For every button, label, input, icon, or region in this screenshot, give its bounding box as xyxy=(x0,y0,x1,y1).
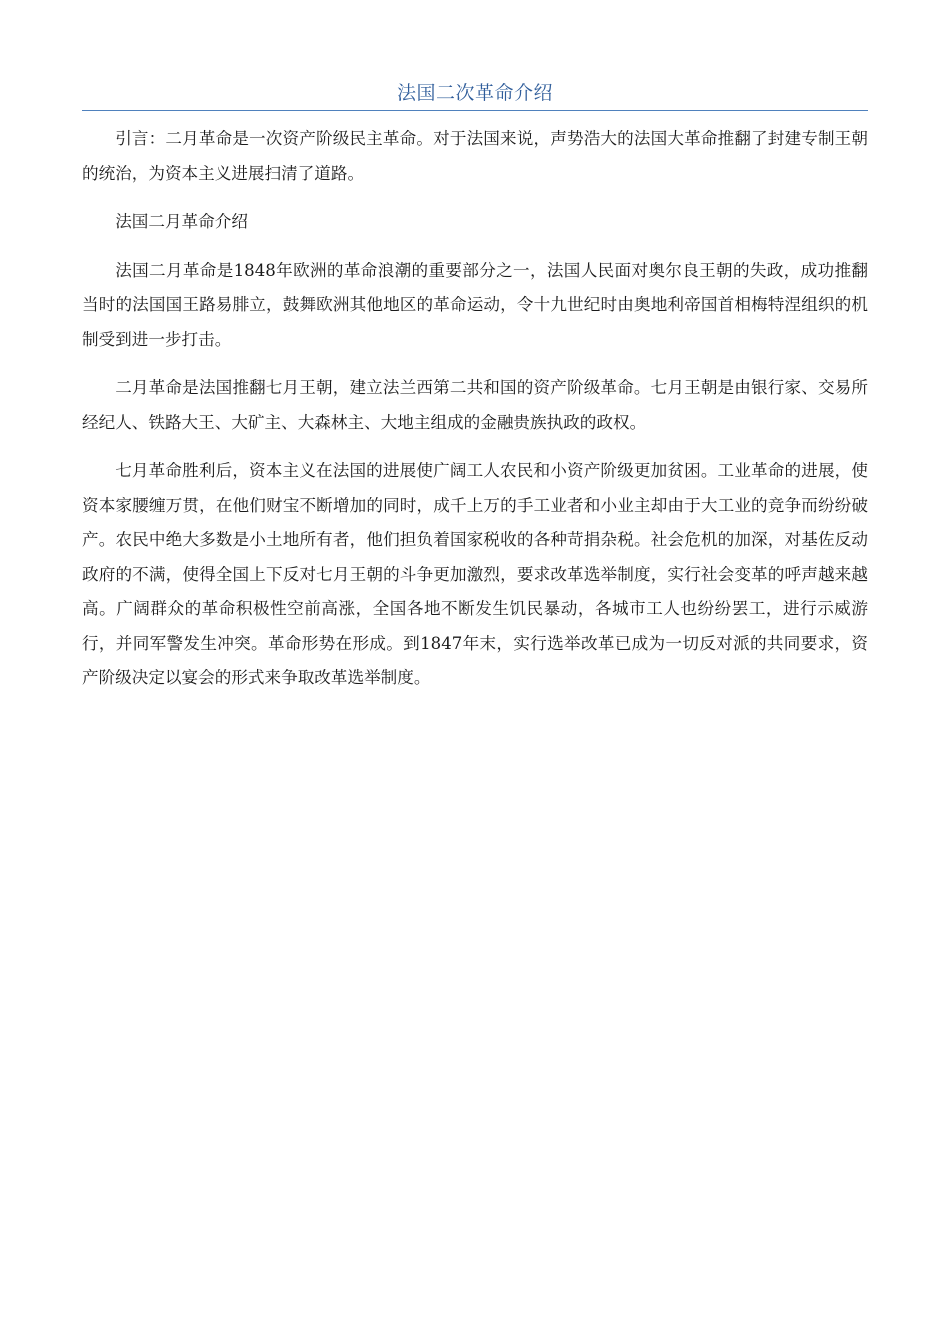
body-paragraph: 法国二月革命是1848年欧洲的革命浪潮的重要部分之一，法国人民面对奥尔良王朝的失政，成功推翻当时的法国国王路易腓立，鼓舞欧洲其他地区的革命运动，令十九世纪时由奥地利帝国首相梅特涅组织的机制受到进一步打击。 xyxy=(82,260,868,349)
body-paragraph: 七月革命胜利后，资本主义在法国的进展使广阔工人农民和小资产阶级更加贫困。工业革命的进展，使资本家腰缠万贯，在他们财宝不断增加的同时，成千上万的手工业者和小业主却由于大工业的竞争而纷纷破产。农民中绝大多数是小土地所有者，他们担负着国家税收的各种苛捐杂税。社会危机的加深，对基佐反动政府的不满，使得全国上下反对七月王朝的斗争更加激烈，要求改革选举制度，实行社会变革的呼声越来越高。广阔群众的革命积极性空前高涨，全国各地不断发生饥民暴动，各城市工人也纷纷罢工，进行示威游行，并同军警发生冲突。革命形势在形成。到1847年末，实行选举改革已成为一切反对派的共同要求，资产阶级决定以宴会的形式来争取改革选举制度。 xyxy=(82,461,868,687)
section-heading: 法国二月革命介绍 xyxy=(115,212,248,231)
header-title: 法国二次革命介绍 xyxy=(396,82,553,104)
body-paragraph: 二月革命是法国推翻七月王朝，建立法兰西第二共和国的资产阶级革命。七月王朝是由银行家、交易所经纪人、铁路大王、大矿主、大森林主、大地主组成的金融贵族执政的政权。 xyxy=(82,378,868,432)
document-body xyxy=(82,122,868,710)
page-header xyxy=(82,78,868,111)
intro-paragraph: 引言：二月革命是一次资产阶级民主革命。对于法国来说，声势浩大的法国大革命推翻了封建专制王朝的统治，为资本主义进展扫清了道路。 xyxy=(82,129,868,183)
